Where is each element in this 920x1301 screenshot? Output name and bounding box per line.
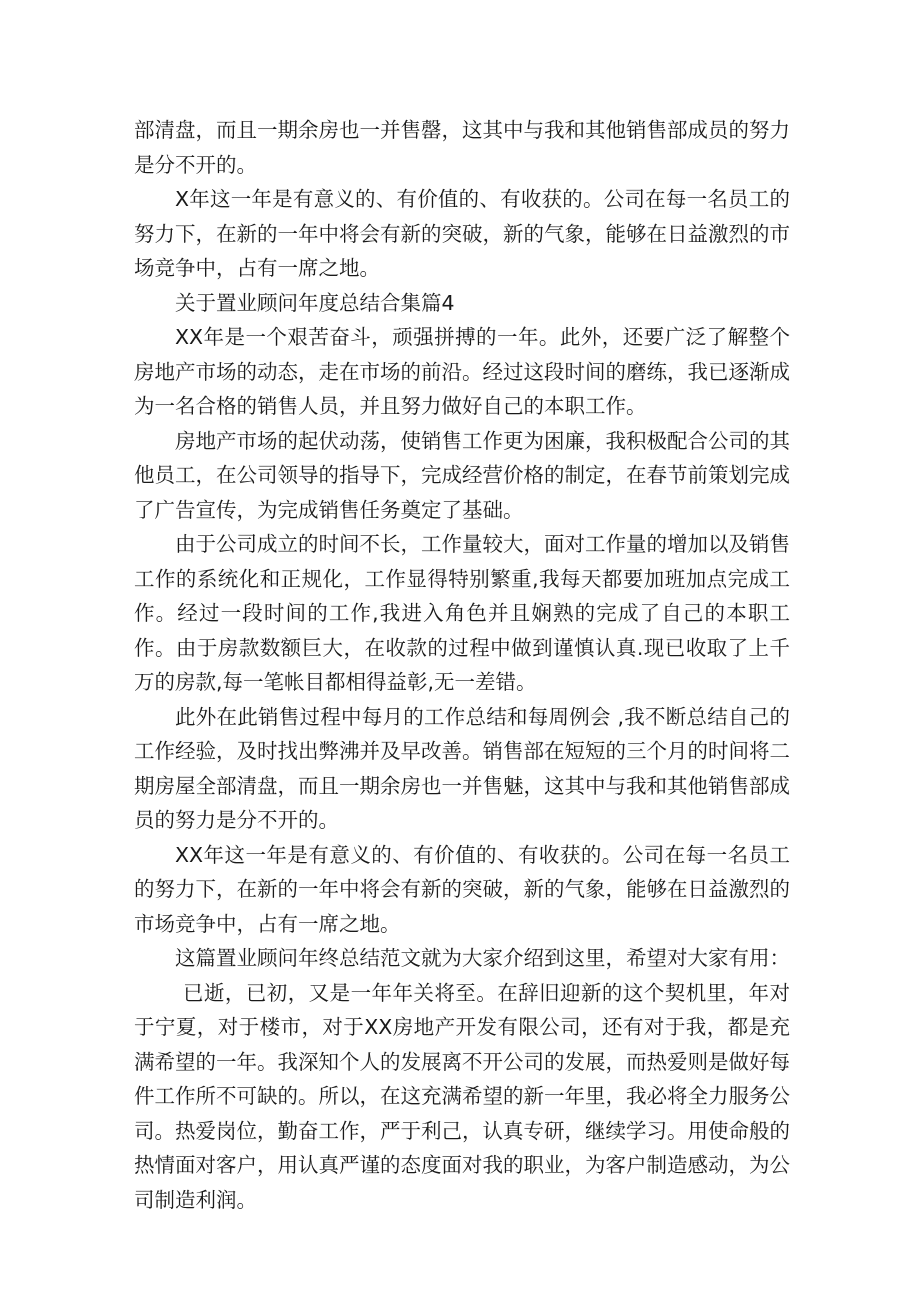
section-heading: 关于置业顾问年度总结合集篇4 <box>175 290 455 315</box>
paragraph: XX年是一个艰苦奋斗，顽强拼搏的一年。此外，还要广泛了解整个房地产市场的动态，走在市场的前沿。经过这段时间的磨练，我已逐渐成为一名合格的销售人员，并且努力做好自己的本职工作。 <box>134 325 790 418</box>
paragraph: 这篇置业顾问年终总结范文就为大家介绍到这里，希望对大家有用： <box>175 946 790 970</box>
paragraph: X年这一年是有意义的、有价值的、有收获的。公司在每一名员工的努力下，在新的一年中将会有新的突破，新的气象，能够在日益激烈的市场竞争中，占有一席之地。 <box>134 187 790 280</box>
paragraph: 房地产市场的起伏动荡，使销售工作更为困廉，我积极配合公司的其他员工，在公司领导的指导下，完成经营价格的制定，在春节前策划完成了广告宣传，为完成销售任务奠定了基础。 <box>134 428 790 522</box>
document-body <box>134 113 790 1217</box>
paragraph: 此外在此销售过程中每月的工作总结和每周例会 ,我不断总结自己的工作经验，及时找出弊沸并及早改善。销售部在短短的三个月的时间将二期房屋全部清盘，而且一期余房也一并售魅，这其中与我和其他销售部成员的努力是分不开的。 <box>134 704 790 832</box>
paragraph: 已逝，已初，又是一年年关将至。在辞旧迎新的这个契机里，年对于宁夏，对于楼市，对于XX房地产开发有限公司，还有对于我，都是充满希望的一年。我深知个人的发展离不开公司的发展，而热爱则是做好每件工作所不可缺的。所以，在这充满希望的新一年里，我必将全力服务公司。热爱岗位，勤奋工作，严于利己，认真专研，继续学习。用使命般的热情面对客户，用认真严谨的态度面对我的职业，为客户制造感动，为公司制造利润。 <box>134 980 790 1212</box>
paragraph: XX年这一年是有意义的、有价值的、有收获的。公司在每一名员工的努力下，在新的一年中将会有新的突破，新的气象，能够在日益激烈的市场竞争中，占有一席之地。 <box>134 842 790 936</box>
paragraph: 由于公司成立的时间不长，工作量较大，面对工作量的增加以及销售工作的系统化和正规化，工作显得特别繁重,我每天都要加班加点完成工作。经过一段时间的工作,我进入角色并且娴熟的完成了自己的本职工作。由于房款数额巨大，在收款的过程中做到谨慎认真.现已收取了上千万的房款,每一笔帐目都相得益彰,无一差错。 <box>134 532 790 694</box>
paragraph-continuation: 部清盘，而且一期余房也一并售罄，这其中与我和其他销售部成员的努力是分不开的。 <box>134 118 790 177</box>
